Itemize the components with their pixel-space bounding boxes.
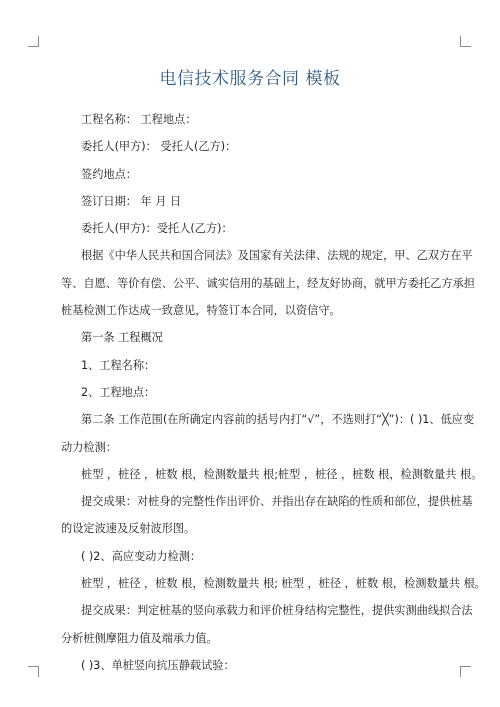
paragraph-line: 工程名称： 工程地点：: [81, 113, 197, 126]
paragraph-line: 等、自愿、等价有偿、公平、诚实信用的基础上，经友好协商，就甲方委托乙方承担: [61, 276, 475, 290]
paragraph-line: 签约地点：: [81, 167, 137, 181]
paragraph-line: 桩基检测工作达成一致意见，特签订本合同，以资信守。: [61, 304, 341, 318]
paragraph-line: 提交成果：判定桩基的竖向承载力和评价桩身结构完整性，提供实测曲线拟合法: [81, 604, 473, 618]
crop-mark-bottom-left: [28, 666, 39, 677]
paragraph-line: 桩型 ，桩径 ，桩数 根，检测数量共 根; 桩型 ，桩径 ，桩数 根，检测数量共 根。: [81, 577, 486, 591]
paragraph-line: 的设定波速及反射波形图。: [61, 522, 196, 536]
paragraph-line: 分析桩侧摩阻力值及端承力值。: [61, 631, 218, 645]
paragraph-line: 根据《中华人民共和国合同法》及国家有关法律、法规的规定，甲、乙双方在平: [81, 249, 473, 263]
paragraph-line: 第二条 工作范围(在所确定内容前的括号内打“√”，不选则打“╳”)：( )1、低应变: [81, 413, 475, 427]
paragraph-line: 2、工程地点：: [81, 385, 156, 399]
crop-mark-bottom-right: [460, 666, 471, 677]
paragraph-line: 桩型 ，桩径 ，桩数 根，检测数量共 根;桩型 ，桩径 ，桩数 根，检测数量共 根。: [81, 467, 483, 481]
paragraph-line: ( )2、高应变动力检测：: [81, 549, 202, 563]
paragraph-line: 第一条 工程概况: [81, 331, 163, 345]
paragraph-line: 动力检测：: [61, 440, 117, 454]
paragraph-line: 1、工程名称：: [81, 358, 156, 372]
paragraph-line: 签订日期： 年 月 日: [81, 194, 182, 208]
crop-mark-top-right: [460, 36, 471, 47]
document-title: 电信技术服务合同 模板: [159, 69, 341, 89]
crop-mark-top-left: [28, 36, 39, 47]
paragraph-line: 委托人(甲方)： 受托人(乙方)：: [81, 140, 237, 154]
paragraph-line: 委托人(甲方)：受托人(乙方)：: [81, 222, 233, 236]
document-body: [61, 106, 486, 679]
paragraph-line: 提交成果：对桩身的完整性作出评价、并指出存在缺陷的性质和部位，提供桩基: [81, 495, 473, 509]
paragraph-line: ( )3、单桩竖向抗压静载试验：: [81, 658, 235, 672]
